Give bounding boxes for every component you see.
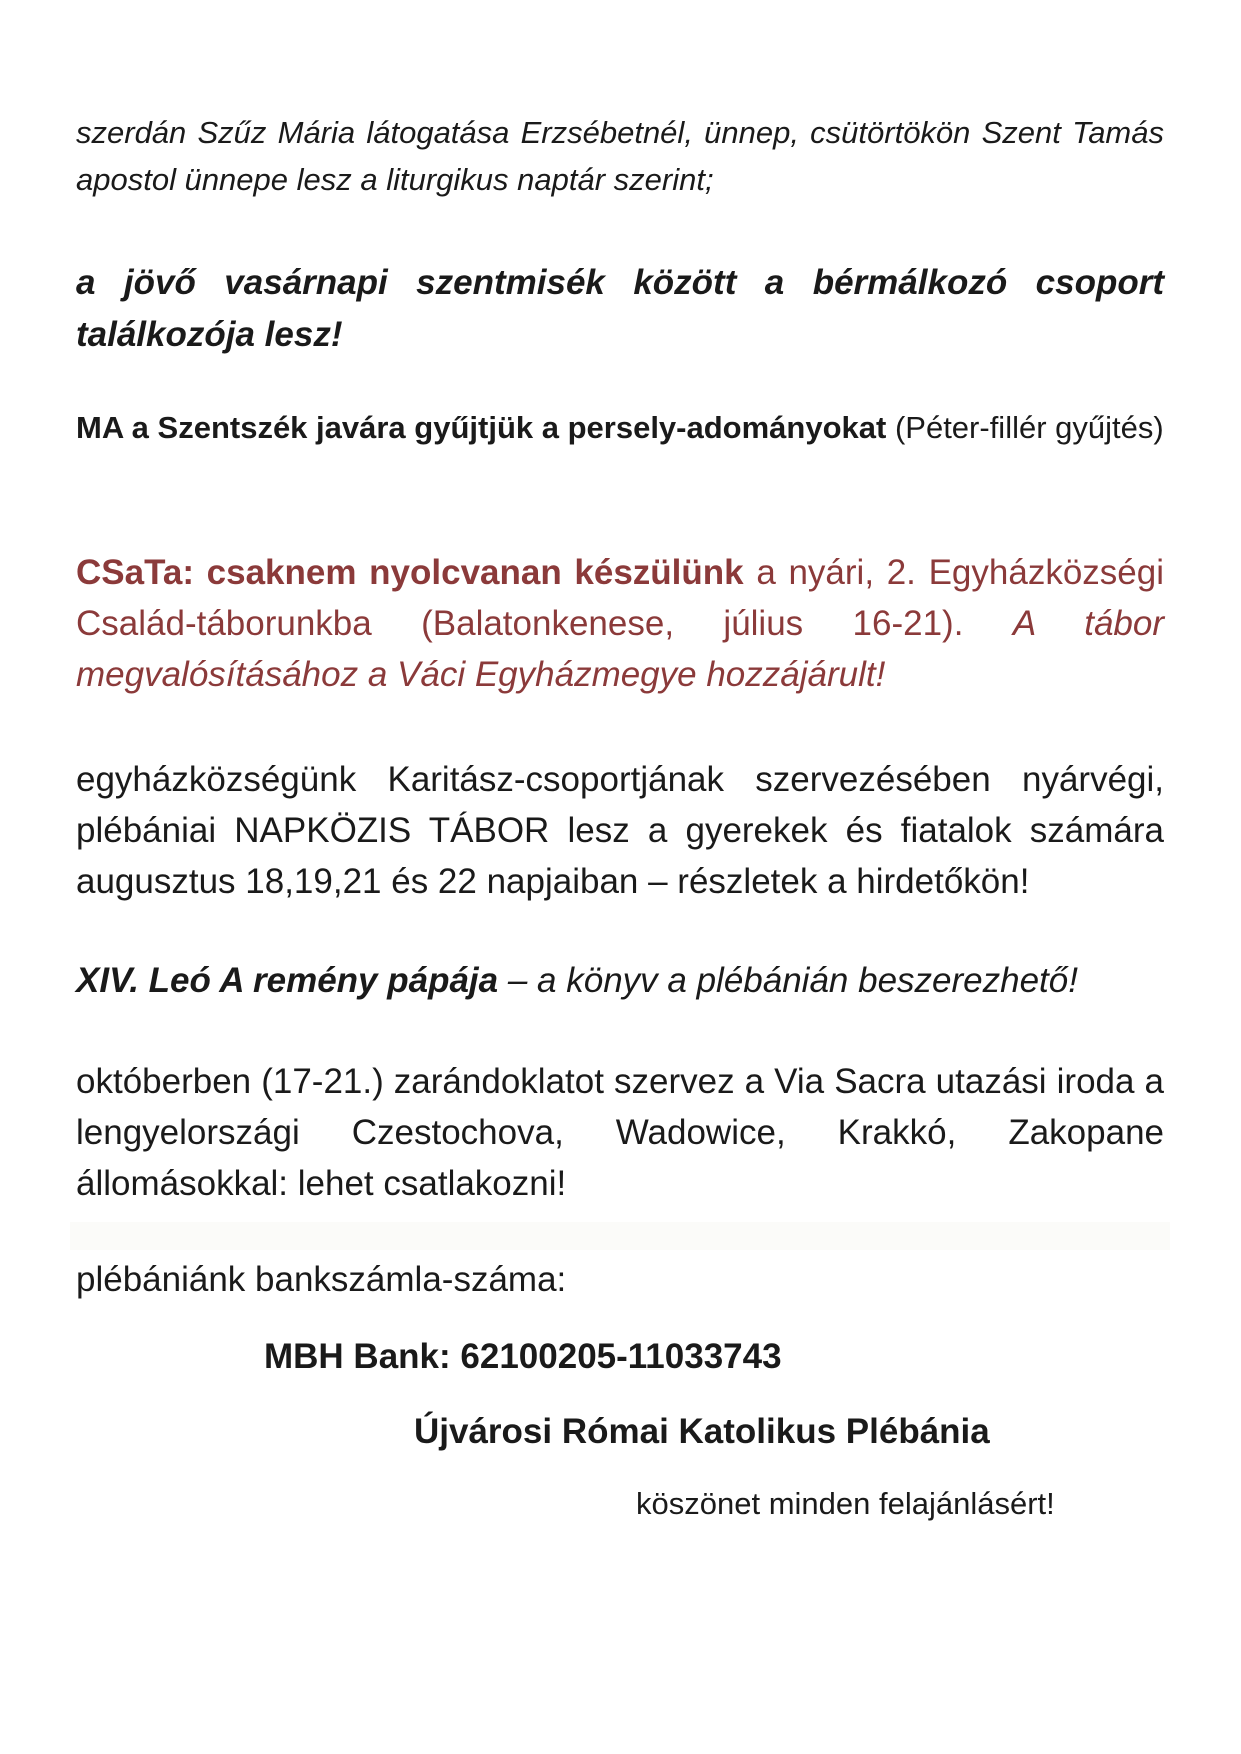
feast-days-text: szerdán Szűz Mária látogatása Erzsébetnél, ünnep, csütörtökön Szent Tamás apostol ünnepe lesz a liturgikus naptár szerint; — [76, 115, 1164, 197]
book-title-text: XIV. Leó A remény pápája — [76, 961, 499, 1000]
family-camp-notice — [76, 547, 1164, 700]
day-camp-text: egyházközségünk Karitász-csoportjának szervezésében nyárvégi, plébániai NAPKÖZIS TÁBOR lesz a gyerekek és fiatalok számára augusztus 18,19,21 és 22 napjaiban – részletek a hirdetőkön! — [76, 760, 1164, 901]
book-notice — [76, 955, 1164, 1006]
feast-days-notice — [76, 109, 1164, 203]
section-divider — [70, 1222, 1170, 1250]
book-rest-text: – a könyv a plébánián beszerezhető! — [498, 961, 1078, 1000]
collection-bold-text: MA a Szentszék javára gyűjtjük a persely-adományokat — [76, 410, 887, 445]
thanks-note: köszönet minden felajánlásért! — [636, 1486, 1055, 1521]
day-camp-notice — [76, 754, 1164, 907]
confirmation-meeting-notice — [76, 257, 1164, 361]
bank-account-label: plébániánk bankszámla-száma: — [76, 1260, 567, 1299]
pilgrimage-text: októberben (17-21.) zarándoklatot szervez a Via Sacra utazási iroda a lengyelországi Czestochova, Wadowice, Krakkó, Zakopane állomásokkal: lehet csatlakozni! — [76, 1062, 1164, 1203]
pilgrimage-notice — [76, 1056, 1164, 1209]
account-holder-name: Újvárosi Római Katolikus Plébánia — [414, 1412, 990, 1451]
bank-account-number: MBH Bank: 62100205-11033743 — [264, 1337, 782, 1376]
confirmation-meeting-text: a jövő vasárnapi szentmisék között a bérmálkozó csoport találkozója lesz! — [76, 263, 1164, 354]
collection-rest-text: (Péter-fillér gyűjtés) — [886, 410, 1164, 445]
collection-notice — [76, 404, 1164, 451]
family-camp-italic-text: A tábor megvalósításához a Váci Egyházmegye hozzájárult! — [76, 604, 1164, 694]
family-camp-regular-text: a nyári, 2. Egyházközségi Család-táborunkba (Balatonkenese, július 16-21). — [76, 553, 1164, 643]
family-camp-bold-text: CSaTa: csaknem nyolcvanan készülünk — [76, 553, 744, 592]
